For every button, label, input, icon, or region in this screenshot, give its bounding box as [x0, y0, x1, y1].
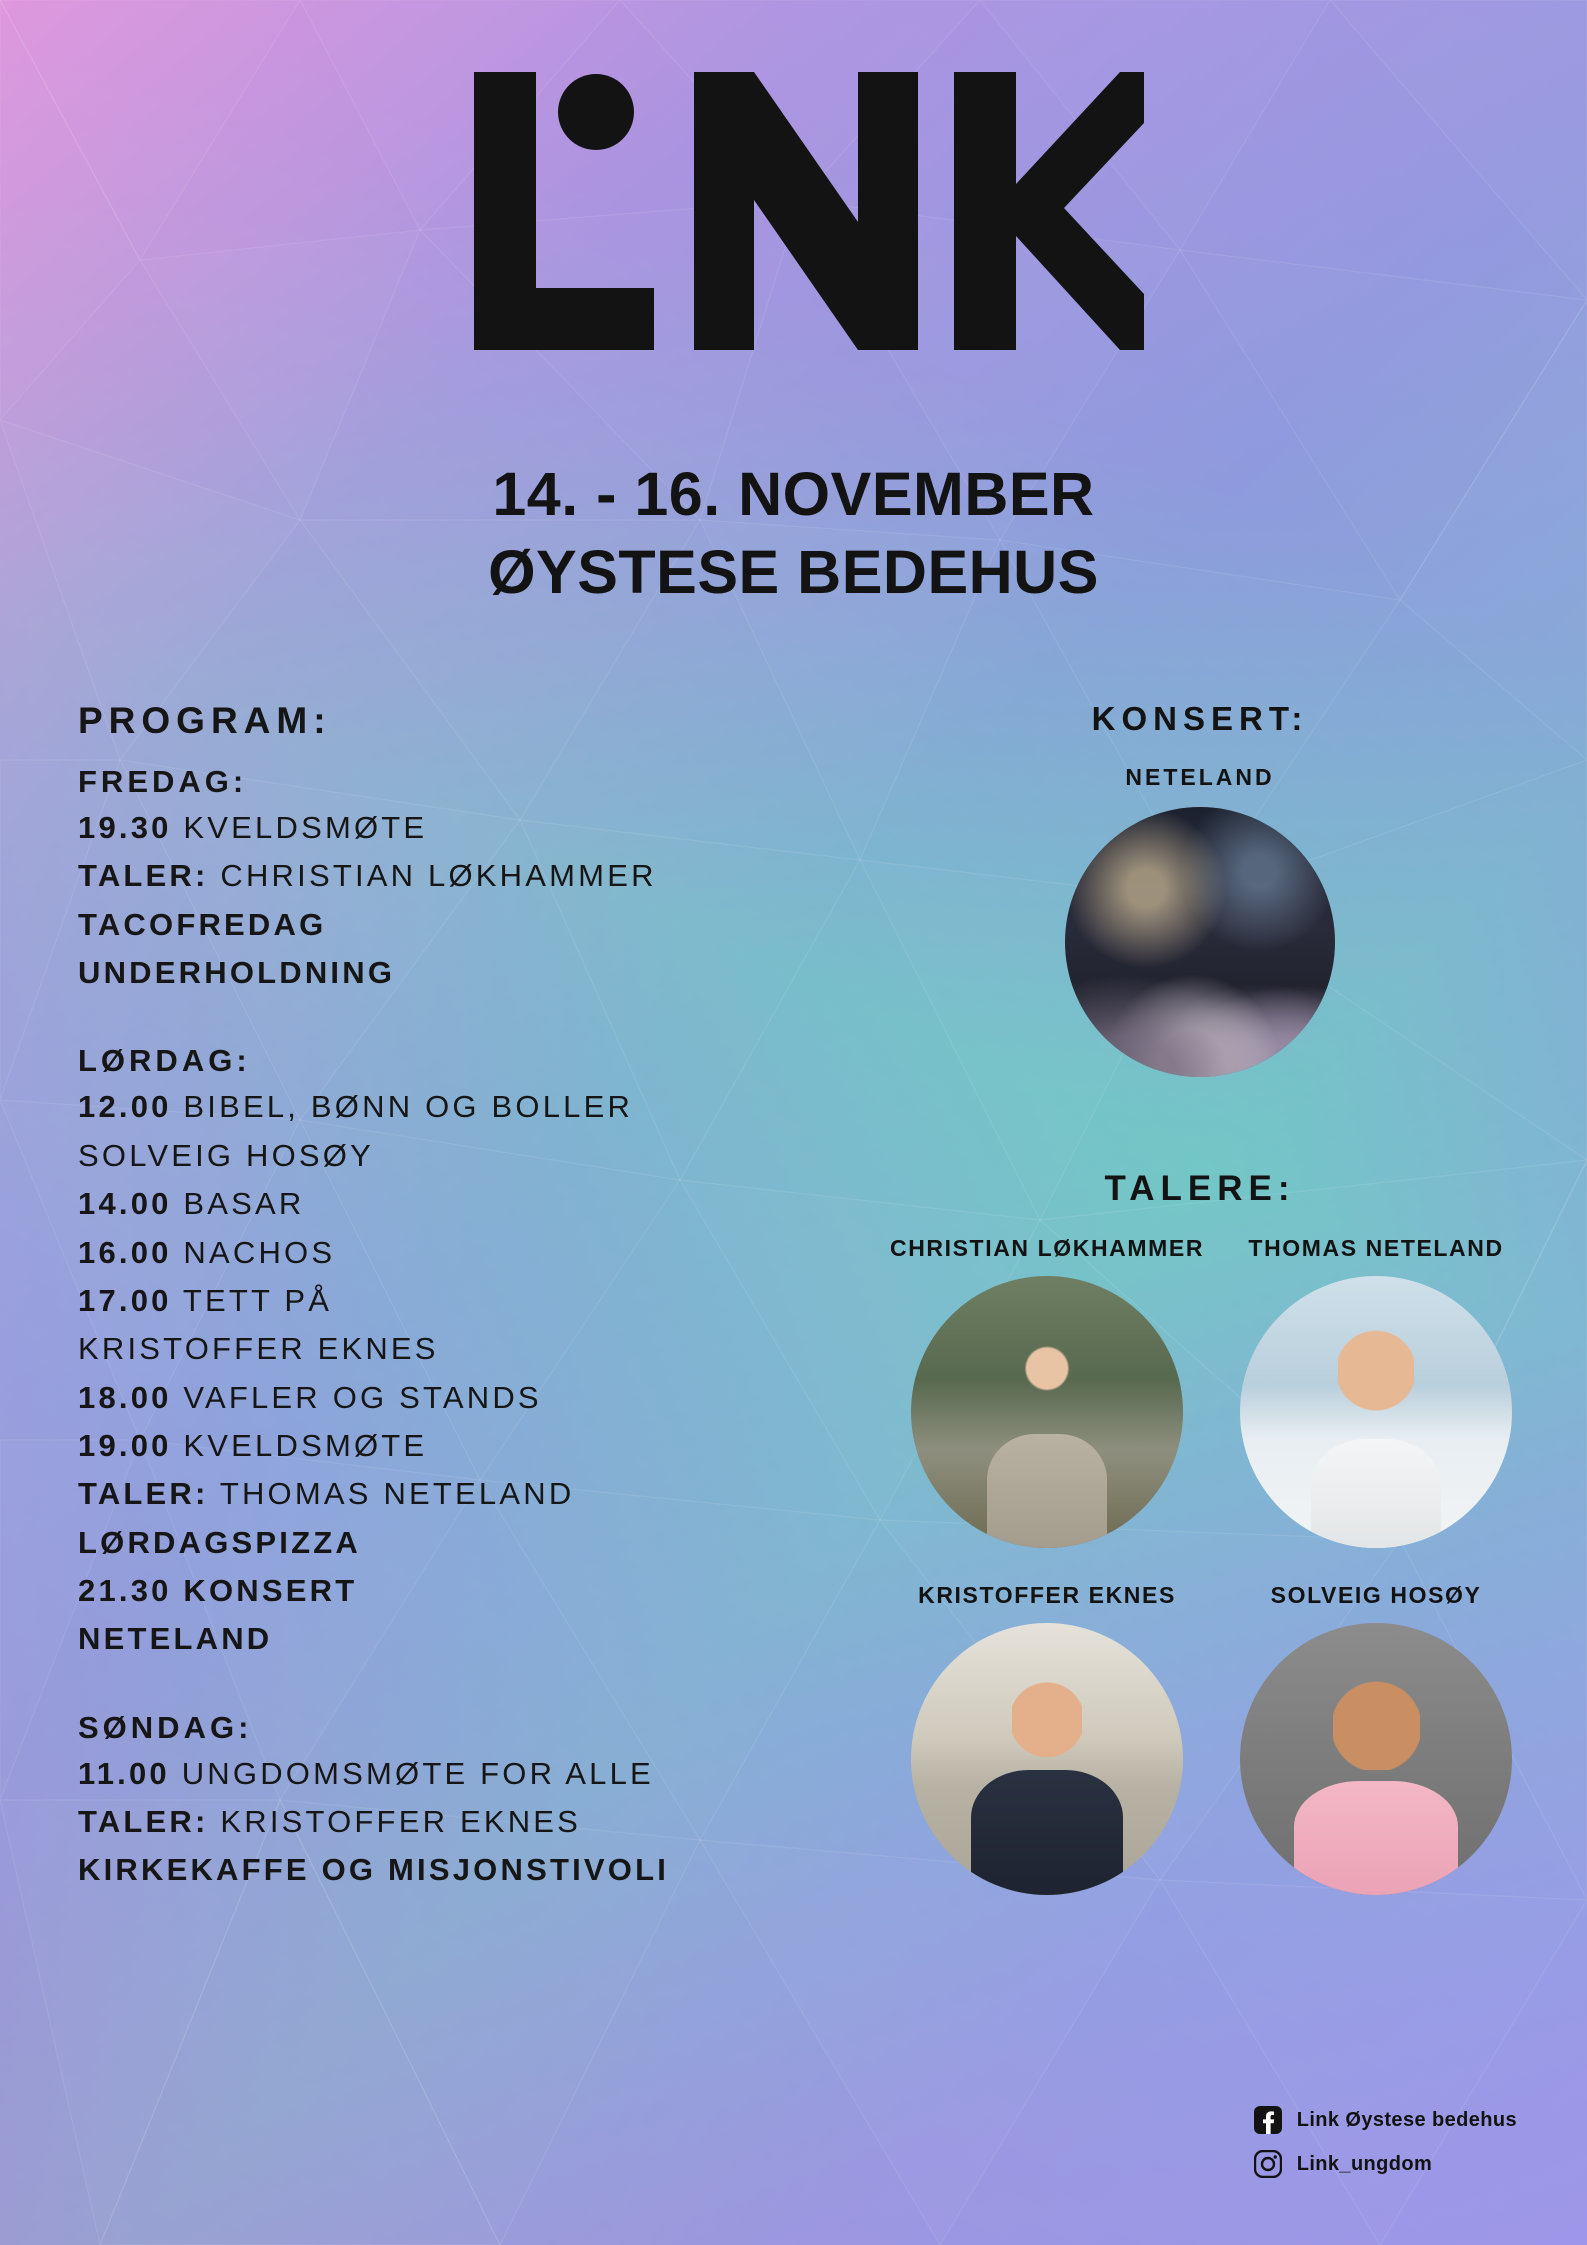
program-line-time: 12.00 — [78, 1089, 172, 1125]
program-line — [78, 852, 838, 900]
link-logo — [0, 60, 1587, 360]
program-line-text: TETT PÅ — [182, 1282, 333, 1318]
program-line — [78, 1422, 838, 1470]
program-line-time: 14.00 — [78, 1186, 172, 1222]
talere-heading: TALERE: — [1104, 1169, 1296, 1208]
program-line — [78, 1615, 838, 1663]
program-line-text: NETELAND — [78, 1621, 273, 1657]
instagram-label: Link_ungdom — [1296, 2152, 1433, 2175]
program-line-text: BASAR — [183, 1186, 305, 1222]
speaker-card — [1240, 1235, 1512, 1548]
program-line-time: TALER: — [78, 858, 209, 894]
program-line-text: KIRKEKAFFE OG MISJONSTIVOLI — [78, 1852, 670, 1888]
speaker-photo — [911, 1276, 1183, 1548]
speakers-grid — [890, 1235, 1510, 1895]
program-line — [78, 1750, 838, 1798]
band-live-photo — [1065, 807, 1335, 1077]
program-line-time: 21.30 — [78, 1573, 172, 1609]
program-line-text: KVELDSMØTE — [183, 810, 428, 845]
program-day-sondag — [78, 1710, 838, 1895]
day-title: SØNDAG: — [78, 1709, 253, 1745]
instagram-icon — [1253, 2149, 1283, 2179]
program-line-text: CHRISTIAN LØKHAMMER — [220, 858, 657, 894]
program-line-text: VAFLER OG STANDS — [183, 1379, 542, 1415]
speaker-name: CHRISTIAN LØKHAMMER — [890, 1235, 1205, 1261]
speaker-name: KRISTOFFER EKNES — [918, 1582, 1176, 1608]
event-venue: ØYSTESE BEDEHUS — [488, 538, 1099, 607]
program-section — [78, 700, 838, 1903]
portrait-thomas — [1240, 1276, 1512, 1548]
day-title: LØRDAG: — [78, 1043, 251, 1079]
program-line-time: TALER: — [78, 1804, 209, 1840]
program-line — [78, 1798, 838, 1846]
program-line-text: KRISTOFFER EKNES — [220, 1804, 582, 1840]
facebook-label: Link Øystese bedehus — [1296, 2108, 1517, 2131]
program-line-text: NACHOS — [183, 1234, 336, 1270]
program-line-text: UNDERHOLDNING — [78, 955, 396, 991]
program-line-time: TALER: — [78, 1476, 209, 1512]
event-heading — [0, 460, 1587, 607]
event-dates: 14. - 16. NOVEMBER — [492, 460, 1095, 528]
program-line-time: 18.00 — [78, 1379, 172, 1415]
program-line-time: 19.00 — [78, 1427, 172, 1463]
speaker-photo — [1240, 1623, 1512, 1895]
program-line-time: 11.00 — [78, 1755, 170, 1791]
program-line — [78, 1325, 838, 1373]
speaker-photo — [911, 1623, 1183, 1895]
portrait-solveig — [1240, 1623, 1512, 1895]
spacer — [78, 1672, 838, 1710]
program-line — [78, 1374, 838, 1422]
link-logo-mark — [444, 60, 1144, 360]
facebook-icon — [1253, 2105, 1283, 2135]
program-line — [78, 1567, 838, 1615]
program-line-time: 17.00 — [78, 1282, 172, 1318]
instagram-row[interactable] — [1253, 2149, 1517, 2179]
program-line — [78, 949, 838, 997]
facebook-row[interactable] — [1253, 2105, 1517, 2135]
speaker-name: SOLVEIG HOSØY — [1270, 1582, 1482, 1608]
right-column — [890, 700, 1510, 1895]
konsert-artist-name: NETELAND — [1125, 764, 1275, 790]
program-line-text: KVELDSMØTE — [183, 1427, 428, 1463]
konsert-section — [890, 700, 1510, 1077]
program-line — [78, 1846, 838, 1894]
program-line — [78, 1470, 838, 1518]
portrait-christian — [911, 1276, 1183, 1548]
day-title: FREDAG: — [78, 764, 248, 799]
program-line-text: TACOFREDAG — [78, 906, 327, 942]
program-line-text: LØRDAGSPIZZA — [78, 1524, 361, 1560]
program-line-text: UNGDOMSMØTE FOR ALLE — [181, 1755, 654, 1791]
program-line-time: 19.30 — [78, 810, 172, 845]
program-line-text: KONSERT — [183, 1573, 358, 1609]
konsert-photo — [1065, 807, 1335, 1077]
program-line — [78, 804, 838, 852]
program-line-text: SOLVEIG HOSØY — [78, 1137, 374, 1173]
program-line-time: 16.00 — [78, 1234, 172, 1270]
program-line-text: BIBEL, BØNN OG BOLLER — [183, 1089, 634, 1125]
program-line — [78, 1519, 838, 1567]
social-footer — [1253, 2105, 1517, 2193]
program-line — [78, 1083, 838, 1131]
konsert-heading: KONSERT: — [1091, 700, 1309, 737]
program-line-text: THOMAS NETELAND — [219, 1476, 575, 1512]
speaker-name: THOMAS NETELAND — [1248, 1235, 1504, 1261]
program-line-text: KRISTOFFER EKNES — [78, 1331, 439, 1367]
program-line — [78, 1180, 838, 1228]
speaker-card — [890, 1235, 1204, 1548]
program-line — [78, 1132, 838, 1180]
speaker-photo — [1240, 1276, 1512, 1548]
program-line — [78, 1229, 838, 1277]
program-line — [78, 1277, 838, 1325]
speaker-card — [1240, 1582, 1512, 1895]
speaker-card — [890, 1582, 1204, 1895]
program-heading: PROGRAM: — [78, 700, 332, 741]
spacer — [78, 1005, 838, 1043]
program-day-lordag — [78, 1043, 838, 1663]
portrait-kristoffer — [911, 1623, 1183, 1895]
program-line — [78, 901, 838, 949]
program-day-fredag — [78, 764, 838, 997]
